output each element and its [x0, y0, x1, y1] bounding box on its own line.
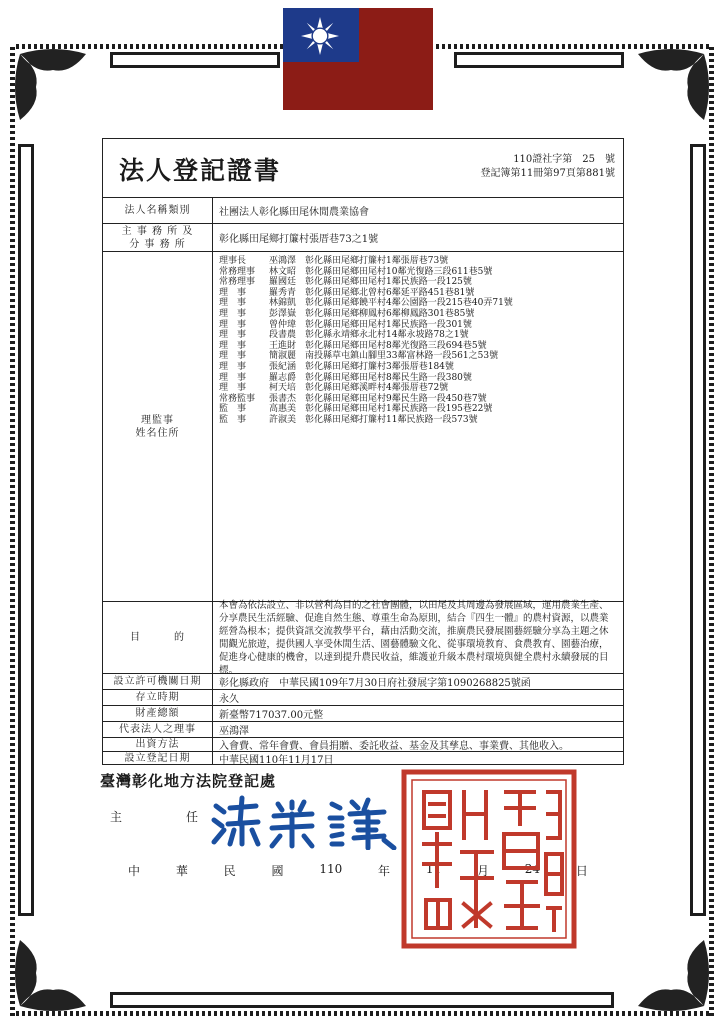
row-duration [103, 689, 623, 705]
member-address: 彰化縣田尾鄉柳鳳村6鄰柳鳳路301巷85號 [305, 308, 475, 319]
roc-flag [283, 8, 433, 110]
issue-date-part: 日 [575, 864, 588, 878]
certificate-number: 110證社字第 25 號 登記簿第11冊第97頁第881號 [480, 154, 615, 179]
row-registration-date [103, 751, 623, 764]
member-address: 彰化縣田尾鄉田尾村8鄰光復路三段694巷5號 [305, 340, 487, 351]
office-label: 主 事 務 所 及 分 事 務 所 [103, 224, 213, 251]
member-name: 羅秀青 [269, 287, 297, 298]
member-name: 曾仲瑋 [269, 319, 297, 330]
issue-date-part: 民 [223, 864, 236, 878]
issue-date-part: 年 [378, 864, 391, 878]
board-member-row [219, 373, 472, 384]
member-name: 柯天培 [269, 383, 297, 394]
issue-date-part: 24 [524, 862, 541, 876]
member-address: 彰化縣田尾鄉田尾村10鄰光復路三段611巷5號 [305, 266, 493, 277]
member-name: 林錦凱 [269, 298, 297, 309]
member-title: 理 事 [219, 287, 247, 298]
row-name [103, 197, 623, 223]
board-member-row [219, 298, 513, 309]
purpose-value: 本會為依法設立、非以營利為目的之社會團體，以田尾及其周邊為發展區域，運用農業生產、分享農民生活經驗、促進自然生態、尊重生命為原則，結合『四生一體』的農村資源，以農業經營為根本；提供資訊交流教學平台，藉由活動交流，推廣農民發展園藝經驗分享為主題之休閒觀光旅遊，提供國人享受休閒生活、園藝體驗文化、從事環境教育、食農教育、園藝治療，促進身心健康的機會，以達到提升農民收益，維護並升級本農村環境與健全農村永續發展的目標。 [219, 599, 609, 676]
board-member-row [219, 362, 454, 373]
certificate-table [102, 138, 624, 765]
member-title: 理 事 [219, 372, 247, 383]
issue-date-part: 110 [319, 862, 343, 876]
row-office [103, 223, 623, 251]
board-member-row [219, 351, 498, 362]
corner-ornament-icon [10, 44, 96, 130]
issue-date-part: 11 [425, 862, 442, 876]
member-name: 巫鴻澤 [269, 256, 297, 266]
member-address: 彰化縣永靖鄉永北村14鄰永坡路78之1號 [305, 330, 469, 341]
director-label: 主 任 [110, 810, 225, 824]
board-member-row [219, 256, 448, 267]
member-title: 理 事 [219, 330, 247, 341]
board-member-row [219, 404, 492, 415]
member-address: 彰化縣田尾鄉溪畔村4鄰張厝巷72號 [305, 383, 449, 394]
member-name: 彭澤嶽 [269, 308, 297, 319]
purpose-label: 目 的 [103, 602, 213, 673]
member-name: 羅志爵 [269, 372, 297, 383]
member-address: 彰化縣田尾鄉田尾村9鄰民生路一段450巷7號 [305, 393, 487, 404]
issue-date-part: 月 [476, 864, 489, 878]
member-name: 張紀涵 [269, 361, 297, 372]
board-member-row [219, 320, 472, 331]
member-title: 理 事 [219, 298, 247, 309]
member-address: 彰化縣田尾鄉田尾村1鄰民族路一段301號 [305, 319, 472, 330]
white-sun-icon [301, 17, 339, 55]
director-signature [208, 794, 408, 850]
office-value: 彰化縣田尾鄉打簾村張厝巷73之1號 [219, 234, 379, 245]
member-address: 南投縣草屯鎮山腳里33鄰富林路一段561之53號 [305, 351, 499, 362]
member-title: 理 事 [219, 308, 247, 319]
duration-value: 永久 [219, 694, 239, 705]
board-member-row [219, 341, 487, 352]
corner-ornament-icon [628, 930, 714, 1016]
member-title: 理 事 [219, 319, 247, 330]
member-title: 理 事 [219, 361, 247, 372]
member-address: 彰化縣田尾鄉田尾村8鄰民生路一段380號 [305, 372, 472, 383]
member-title: 理 事 [219, 351, 247, 362]
member-name: 林文昭 [269, 266, 297, 277]
register-reference: 登記簿第11冊第97頁第881號 [480, 168, 615, 179]
member-address: 彰化縣田尾鄉田尾村1鄰民族路一段125號 [305, 277, 472, 288]
name-label: 法人名稱類別 [103, 198, 213, 223]
member-name: 許淑美 [269, 414, 297, 425]
member-address: 彰化縣田尾鄉北曾村6鄰延平路451巷81號 [305, 287, 475, 298]
corner-ornament-icon [10, 930, 96, 1016]
court-seal [400, 768, 578, 950]
issue-date-part: 中 [128, 864, 141, 878]
assets-value: 新臺幣717037.00元整 [219, 710, 324, 721]
board-member-row [219, 288, 474, 299]
member-name: 段書農 [269, 330, 297, 341]
member-name: 王進財 [269, 340, 297, 351]
member-address: 彰化縣田尾鄉打簾村11鄰民族路一段573號 [305, 414, 478, 425]
representative-value: 巫鴻澤 [219, 726, 249, 737]
member-address: 彰化縣田尾鄉打簾村3鄰張厝巷184號 [305, 361, 454, 372]
assets-label: 財產總額 [103, 706, 213, 721]
name-value: 社團法人彰化縣田尾休閒農業協會 [219, 207, 369, 218]
permit-label: 設立許可機關日期 [103, 674, 213, 689]
permit-value: 彰化縣政府 中華民國109年7月30日府社發展字第1090268825號函 [219, 678, 531, 689]
funding-label: 出資方法 [103, 738, 213, 751]
member-title: 監 事 [219, 414, 247, 425]
registration-date-label: 設立登記日期 [103, 752, 213, 764]
board-member-row [219, 277, 472, 288]
member-name: 張書杰 [269, 393, 297, 404]
corner-ornament-icon [628, 44, 714, 130]
board-label: 理監事 姓名住所 [103, 252, 213, 601]
member-title: 理 事 [219, 340, 247, 351]
registration-date-value: 中華民國110年11月17日 [219, 754, 334, 766]
member-title: 常務理事 [219, 266, 256, 277]
member-address: 彰化縣田尾鄉田尾村1鄰民族路一段195巷22號 [305, 404, 493, 415]
court-name: 臺灣彰化地方法院登記處 [100, 772, 277, 790]
row-representative [103, 721, 623, 737]
member-address: 彰化縣田尾鄉饒平村4鄰公園路一段215巷40弄71號 [305, 298, 513, 309]
board-member-list [213, 252, 623, 601]
board-member-row [219, 394, 487, 405]
member-title: 監 事 [219, 404, 247, 415]
member-name: 羅國廷 [269, 277, 297, 288]
duration-label: 存立時期 [103, 690, 213, 705]
representative-label: 代表法人之理事 [103, 722, 213, 737]
member-title: 常務監事 [219, 393, 256, 404]
member-title: 理事長 [219, 256, 247, 266]
issue-date-part: 國 [271, 864, 284, 878]
member-title: 常務理事 [219, 277, 256, 288]
row-funding [103, 737, 623, 751]
board-member-row [219, 267, 492, 278]
page-title: 法人登記證書 [119, 156, 282, 185]
board-member-row [219, 330, 469, 341]
row-assets [103, 705, 623, 721]
row-board [103, 251, 623, 601]
row-permit [103, 673, 623, 689]
member-title: 理 事 [219, 383, 247, 394]
funding-value: 入會費、常年會費、會員捐贈、委託收益、基金及其孳息、事業費、其他收入。 [219, 741, 569, 752]
row-purpose [103, 599, 623, 676]
board-member-row [219, 415, 478, 426]
member-name: 簡淑麗 [269, 351, 297, 362]
member-name: 高惠美 [269, 404, 297, 415]
board-member-row [219, 383, 448, 394]
issue-date-part: 華 [175, 864, 188, 878]
member-address: 彰化縣田尾鄉打簾村1鄰張厝巷73號 [305, 256, 449, 266]
board-member-row [219, 309, 474, 320]
